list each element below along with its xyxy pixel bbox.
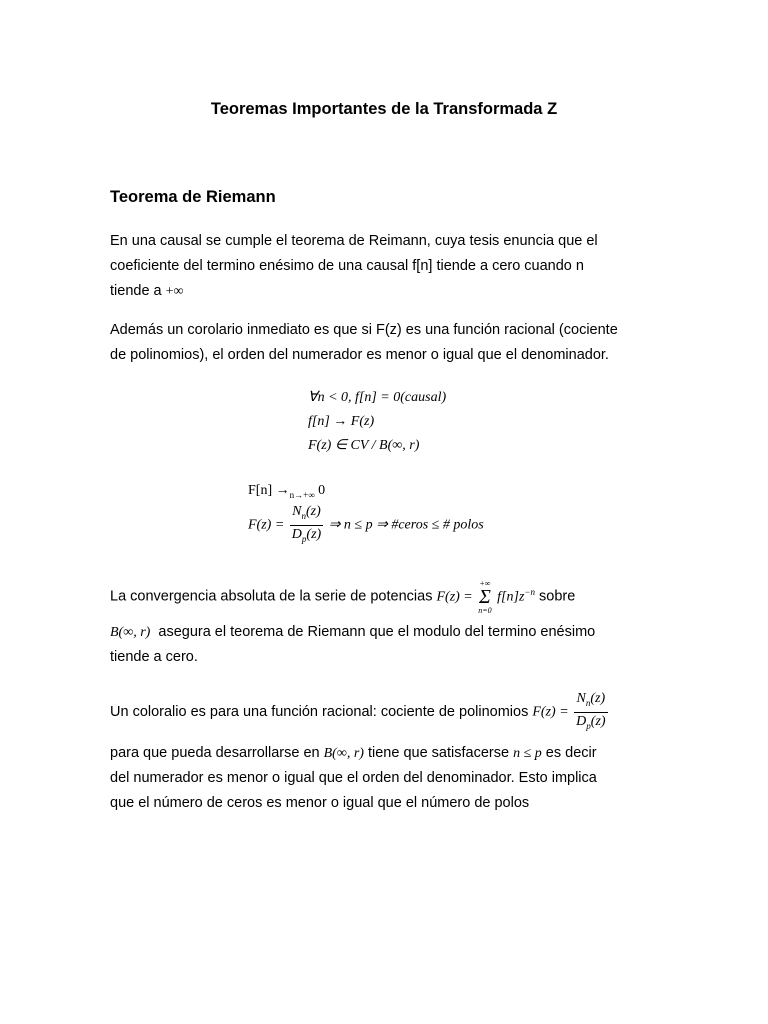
text-fragment: asegura el teorema de Riemann que el modulo del termino enésimo [158,624,596,640]
equation-fragment: F[n] → [248,483,290,498]
equation-line [248,479,484,503]
text-line: tiende a cero. [110,649,198,665]
text-line: del numerador es menor o igual que el orden del denominador. Esto implica [110,770,597,786]
sigma-symbol: Σ [479,586,491,609]
sum-body: f[n]z [497,589,525,605]
subscript: n [585,697,591,708]
equation-line: ∀n < 0, f[n] = 0(causal) [308,390,447,405]
text-line [110,690,670,730]
power-series-formula [436,578,535,615]
text-line: En una causal se cumple el teorema de Reimann, cuya tesis enuncia que el [110,233,598,249]
formula-lhs: F(z) = [532,704,569,720]
text-line [110,620,670,645]
text-line [110,578,670,615]
symbol: N [576,691,586,706]
text-fragment: La convergencia absoluta de la serie de potencias [110,588,433,605]
equation-line: f[n] → F(z) [308,414,375,429]
text-line: de polinomios), el orden del numerador es menor o igual que el denominador. [110,347,609,363]
text-fragment: tiende a [110,283,162,299]
equation-block-limit [248,479,484,543]
paragraph-riemann-intro [110,229,670,304]
symbol: N [292,504,302,519]
fraction-numerator [574,690,607,713]
equation-fragment: ⇒ n ≤ p ⇒ #ceros ≤ # polos [328,517,484,533]
fraction-denominator [574,713,607,735]
argument: (z) [306,504,321,519]
sum-lower-limit: n=0 [478,606,492,616]
equation-line [248,503,484,543]
subscript: p [301,533,307,544]
text-fragment: Un coloralio es para una función racional: cociente de polinomios [110,704,529,721]
paragraph-convergence-cont [110,620,670,670]
symbol: D [576,713,587,729]
paragraph-rational-function [110,690,670,730]
text-fragment: sobre [539,588,576,605]
formula-lhs: F(z) = [436,589,473,605]
argument: (z) [306,526,322,542]
argument: (z) [590,713,606,729]
fraction [290,503,323,548]
text-line: que el número de ceros es menor o igual que el número de polos [110,795,530,811]
document-title: Teoremas Importantes de la Transformada Z [210,100,558,118]
paragraph-conclusion [110,741,670,816]
text-line [110,279,670,304]
region-formula: B(∞, r) [323,746,364,761]
equation-subscript: n→+∞ [289,489,315,500]
region-formula: B(∞, r) [110,625,151,640]
sum-upper-limit: +∞ [479,579,491,589]
text-fragment: tiene que satisfacerse [367,745,510,761]
equation-fragment: F(z) = [248,517,285,533]
equation-fragment: 0 [318,483,326,498]
equation-line: F(z) ∈ CV / B(∞, r) [308,438,420,453]
fraction-denominator [290,526,323,548]
exponent: −n [524,587,535,597]
argument: (z) [590,691,606,706]
fraction [574,690,607,735]
equation-block-causal [308,386,446,458]
subscript: n [301,510,307,521]
symbol: D [291,526,302,542]
text-fragment: para que pueda desarrollarse en [110,745,320,761]
section-heading: Teorema de Riemann [110,188,276,206]
inequality-formula: n ≤ p [513,746,542,761]
text-line: coeficiente del termino enésimo de una causal f[n] tiende a cero cuando n [110,258,584,274]
fraction-numerator [290,503,323,526]
subscript: p [586,720,591,731]
paragraph-corollary [110,318,670,368]
text-fragment: es decir [545,745,597,761]
summation [478,579,491,615]
infinity-symbol: +∞ [165,284,184,299]
rational-function-formula [532,690,609,735]
text-line [110,741,670,766]
text-line: Además un corolario inmediato es que si F(z) es una función racional (cociente [110,322,618,338]
paragraph-convergence [110,578,670,615]
